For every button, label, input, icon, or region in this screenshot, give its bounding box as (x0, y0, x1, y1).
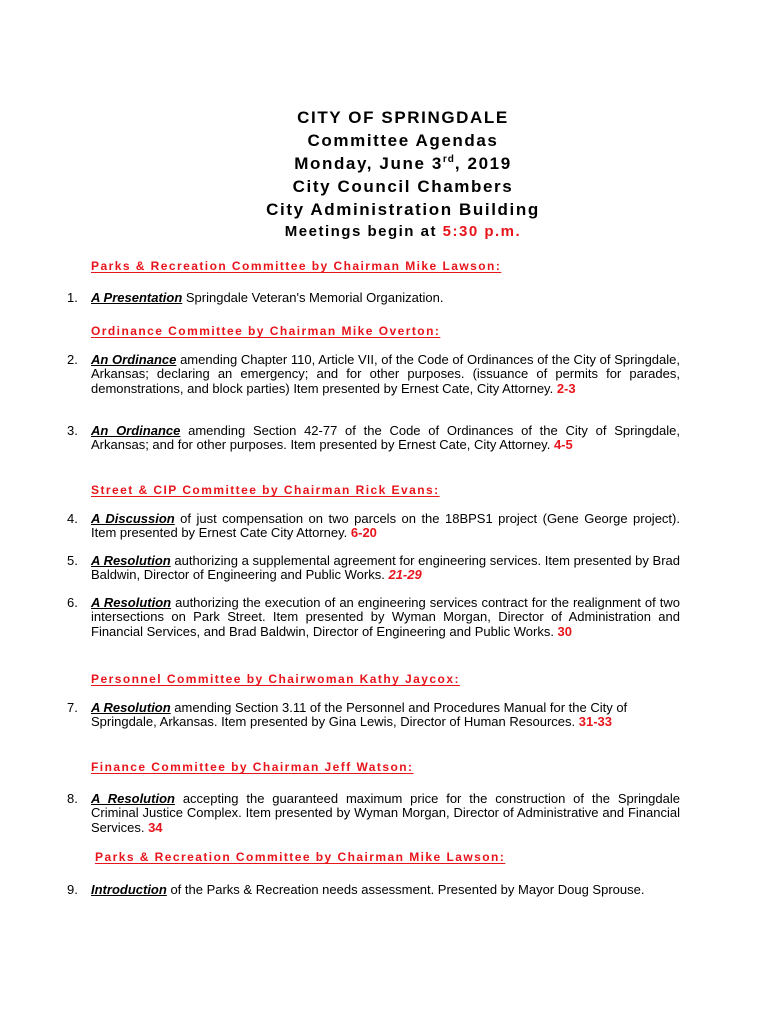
item-lead: A Discussion (91, 511, 175, 526)
item-lead: A Resolution (91, 553, 171, 568)
city-name: CITY OF SPRINGDALE (297, 108, 509, 127)
item-text: An Ordinance amending Chapter 110, Article VII, of the Code of Ordinances of the City of Springdale, Arkansas; declaring an emergency; and for other purposes. (issuance of permits for parades, demonstrations, and block parties) Item presented by Ernest Cate, City Attorney. 2-3 (91, 352, 680, 396)
item-number: 6. (67, 595, 78, 610)
section-heading: Finance Committee by Chairman Jeff Watson: (91, 760, 414, 774)
item-lead: A Resolution (91, 700, 171, 715)
section-heading: Parks & Recreation Committee by Chairman Mike Lawson: (91, 259, 502, 273)
item-text: A Presentation Springdale Veteran's Memorial Organization. (91, 290, 444, 305)
item-number: 3. (67, 423, 78, 438)
meeting-time: Meetings begin at 5:30 p.m. (284, 223, 522, 240)
agenda-header (0, 106, 770, 243)
item-pages: 4-5 (553, 437, 573, 453)
item-number: 7. (67, 700, 78, 715)
item-number: 8. (67, 791, 78, 806)
item-lead: A Presentation (91, 290, 183, 305)
item-text: A Discussion of just compensation on two parcels on the 18BPS1 project (Gene George project). Item presented by Ernest Cate City Attorney. 6-20 (91, 511, 680, 541)
item-lead: A Resolution (91, 595, 172, 610)
document-title: Committee Agendas (307, 131, 499, 150)
item-text: Introduction of the Parks & Recreation needs assessment. Presented by Mayor Doug Sprouse. (91, 882, 645, 897)
section-heading: Parks & Recreation Committee by Chairman Mike Lawson: (95, 850, 506, 864)
item-pages: 2-3 (556, 380, 576, 396)
item-number: 9. (67, 882, 78, 897)
item-text: A Resolution authorizing a supplemental agreement for engineering services. Item presented by Brad Baldwin, Director of Engineering and Public Works. 21-29 (91, 553, 680, 583)
item-pages: 21-29 (388, 567, 422, 583)
item-text: A Resolution authorizing the execution of an engineering services contract for the realignment of two intersections on Park Street. Item presented by Wyman Morgan, Director of Administration and Financial Services, and Brad Baldwin, Director of Engineering and Public Works. 30 (91, 595, 680, 639)
item-number: 1. (67, 290, 78, 305)
section-heading: Ordinance Committee by Chairman Mike Overton: (91, 324, 441, 338)
section-heading: Personnel Committee by Chairwoman Kathy Jaycox: (91, 672, 460, 686)
item-pages: 34 (148, 819, 163, 835)
item-number: 5. (67, 553, 78, 568)
meeting-building: City Administration Building (266, 200, 540, 219)
item-pages: 6-20 (350, 525, 377, 541)
item-lead: Introduction (91, 882, 167, 897)
section-heading: Street & CIP Committee by Chairman Rick Evans: (91, 483, 440, 497)
item-lead: An Ordinance (91, 352, 177, 367)
item-pages: 30 (557, 623, 573, 639)
meeting-location: City Council Chambers (292, 177, 514, 196)
item-text: An Ordinance amending Section 42-77 of the Code of Ordinances of the City of Springdale, Arkansas; and for other purposes. Item presented by Ernest Cate, City Attorney. 4-5 (91, 423, 680, 453)
item-pages: 31-33 (578, 714, 612, 730)
item-text: A Resolution amending Section 3.11 of the Personnel and Procedures Manual for the City of Springdale, Arkansas. Item presented by Gina Lewis, Director of Human Resources. 31-33 (91, 700, 628, 730)
item-lead: A Resolution (91, 791, 175, 806)
item-text: A Resolution accepting the guaranteed maximum price for the construction of the Springdale Criminal Justice Complex. Item presented by Wyman Morgan, Director of Administrative and Financial Services. 34 (91, 791, 680, 835)
item-number: 4. (67, 511, 78, 526)
meeting-date: Monday, June 3rd, 2019 (294, 154, 512, 173)
item-lead: An Ordinance (91, 423, 181, 438)
item-number: 2. (67, 352, 78, 367)
